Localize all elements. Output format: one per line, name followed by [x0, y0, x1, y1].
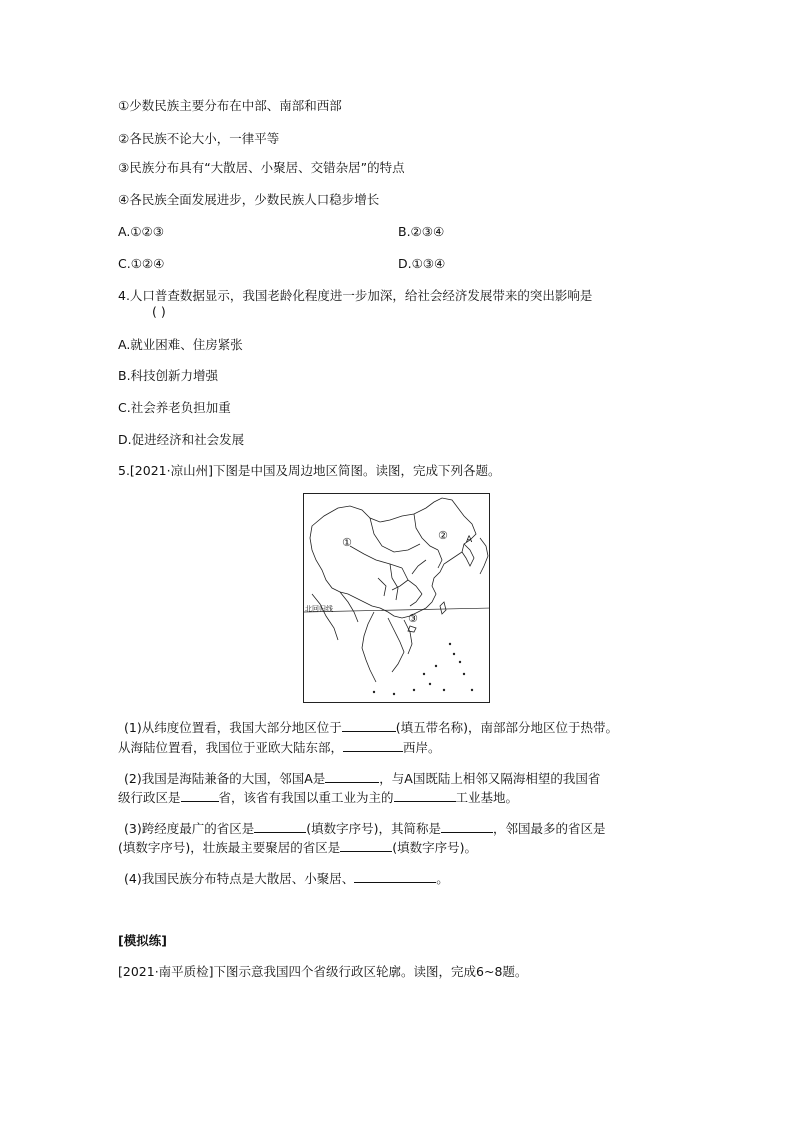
- china-map-svg: [304, 494, 490, 703]
- sub-question-1-line-1: [124, 719, 618, 736]
- question-5-stem: 5.[2021·凉山州]下图是中国及周边地区简图。读图，完成下列各题。: [118, 463, 501, 478]
- map-marker-a: A: [466, 535, 473, 545]
- answer-blank-distribution-feature[interactable]: [354, 870, 436, 883]
- sub-question-3-text-b: (填数字序号)，其简称是: [306, 821, 441, 836]
- section-intro: [2021·南平质检]下图示意我国四个省级行政区轮廓。读图，完成6~8题。: [118, 964, 528, 979]
- china-boundary: [310, 498, 476, 618]
- question-4-stem: 4.人口普查数据显示，我国老龄化程度进一步加深，给社会经济发展带来的突出影响是: [118, 288, 593, 303]
- sub-question-1-text-c: 从海陆位置看，我国位于亚欧大陆东部，: [118, 740, 344, 755]
- sub-question-3-line-2: [118, 839, 477, 856]
- sub-question-1-text-a: (1)从纬度位置看，我国大部分地区位于: [124, 720, 342, 735]
- sub-question-2-text-c: 级行政区是: [118, 790, 181, 805]
- sub-question-2-text-b: ，与A国既陆上相邻又隔海相望的我国省: [379, 771, 601, 786]
- china-map-figure: [303, 493, 490, 703]
- sub-question-4-text-a: (4)我国民族分布特点是大散居、小聚居、: [124, 871, 355, 886]
- statement-2: ②各民族不论大小，一律平等: [118, 131, 280, 146]
- sub-question-1-text-b: (填五带名称)，南部部分地区位于热带。: [395, 720, 618, 735]
- tropic-label: 北回归线: [305, 605, 333, 613]
- sub-question-3-line-1: [124, 820, 606, 837]
- question-4-option-c: C.社会养老负担加重: [118, 400, 231, 415]
- answer-blank-zhuang-province[interactable]: [340, 839, 392, 852]
- map-marker-2: ②: [438, 529, 448, 542]
- sub-question-4-text-b: 。: [436, 871, 449, 886]
- sub-question-4: [124, 870, 449, 887]
- sub-question-2-line-1: [124, 770, 600, 787]
- map-marker-3: ③: [408, 612, 418, 625]
- answer-blank-widest-province[interactable]: [254, 820, 306, 833]
- answer-blank-abbreviation[interactable]: [441, 820, 493, 833]
- answer-blank-climate-zone[interactable]: [342, 719, 396, 732]
- question-4-option-b: B.科技创新力增强: [118, 368, 219, 383]
- answer-blank-neighbor-country[interactable]: [325, 770, 379, 783]
- sub-question-2-text-d: 省，该省有我国以重工业为主的: [218, 790, 394, 805]
- sub-question-3-text-c: ，邻国最多的省区是: [492, 821, 606, 836]
- statement-4: ④各民族全面发展进步，少数民族人口稳步增长: [118, 192, 380, 207]
- option-a: A.①②③: [118, 224, 164, 239]
- question-4-option-a: A.就业困难、住房紧张: [118, 337, 243, 352]
- answer-blank-ocean[interactable]: [343, 739, 403, 752]
- statement-1: ①少数民族主要分布在中部、南部和西部: [118, 98, 342, 113]
- option-d: D.①③④: [398, 256, 446, 271]
- answer-blank-industrial-base[interactable]: [394, 789, 456, 802]
- map-marker-1: ①: [342, 536, 352, 549]
- sub-question-3-text-d: (填数字序号)，壮族最主要聚居的省区是: [118, 840, 341, 855]
- option-b: B.②③④: [398, 224, 445, 239]
- sub-question-2-line-2: [118, 789, 518, 806]
- sub-question-1-line-2: [118, 739, 441, 756]
- sub-question-3-text-e: (填数字序号)。: [392, 840, 478, 855]
- sub-question-3-text-a: (3)跨经度最广的省区是: [124, 821, 255, 836]
- answer-blank-province[interactable]: [181, 789, 219, 802]
- statement-3: ③民族分布具有“大散居、小聚居、交错杂居”的特点: [118, 160, 405, 175]
- sub-question-2-text-e: 工业基地。: [455, 790, 519, 805]
- question-4-option-d: D.促进经济和社会发展: [118, 432, 245, 447]
- section-heading: [模拟练]: [118, 933, 167, 948]
- option-c: C.①②④: [118, 256, 165, 271]
- question-4-paren: ( ): [152, 304, 166, 319]
- sub-question-1-text-d: 西岸。: [403, 740, 441, 755]
- sub-question-2-text-a: (2)我国是海陆兼备的大国，邻国A是: [124, 771, 326, 786]
